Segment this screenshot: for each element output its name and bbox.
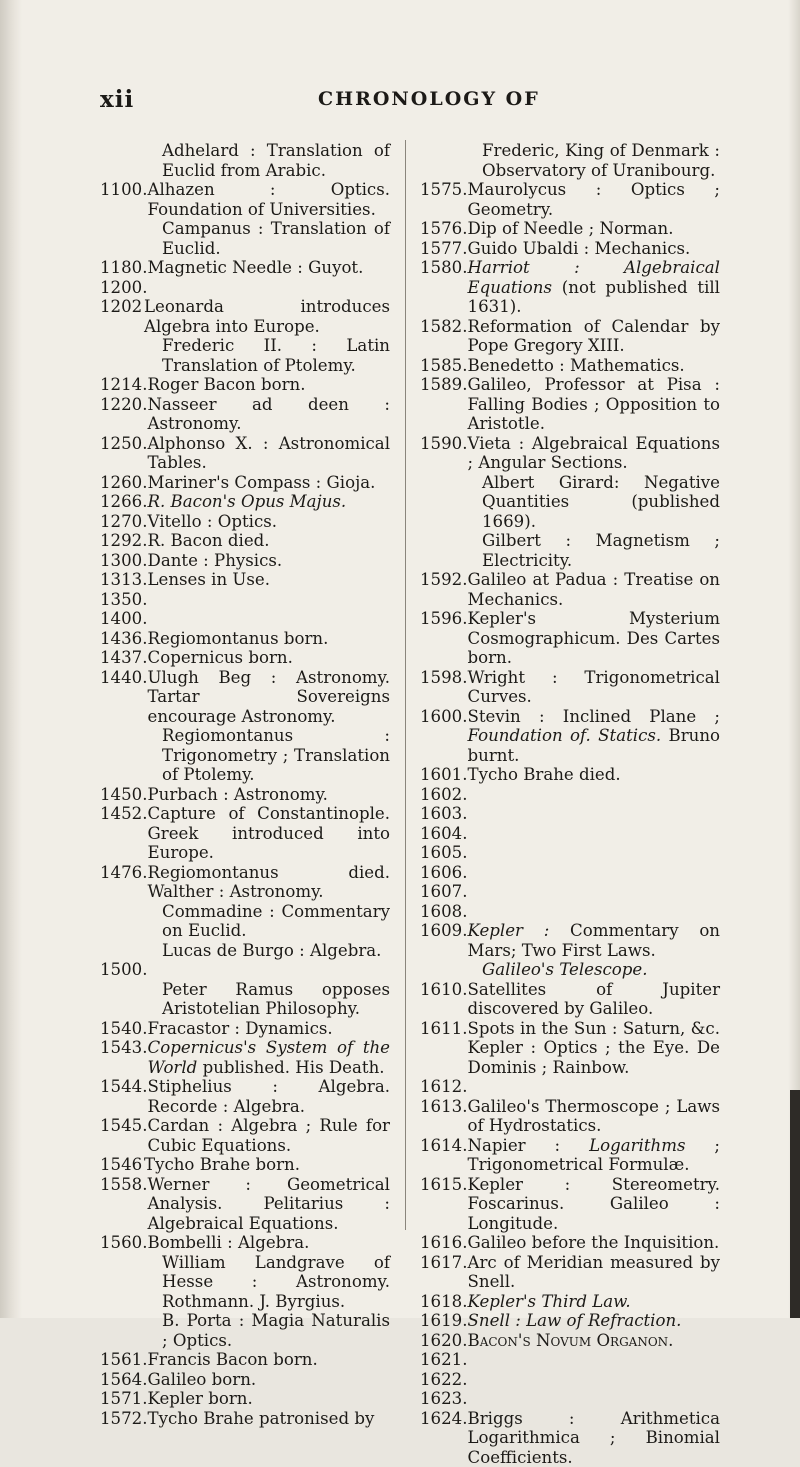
entry-text: Regiomontanus died. Walther : Astronomy. (148, 863, 390, 902)
chronology-entry (100, 1077, 390, 1116)
entry-year: 1544. (100, 1077, 148, 1116)
entry-text (148, 590, 390, 610)
running-title: CHRONOLOGY OF (318, 88, 540, 110)
chronology-entry (100, 531, 390, 551)
chronology-entry (420, 141, 720, 180)
entry-text: B. Porta : Magia Naturalis ; Optics. (162, 1311, 390, 1350)
chronology-entry (420, 1097, 720, 1136)
chronology-entry (420, 1350, 720, 1370)
entry-year: 1613. (420, 1097, 468, 1136)
entry-text: Kepler : Stereometry. Foscarinus. Galileo : Longitude. (468, 1175, 720, 1234)
entry-year: 1602. (420, 785, 468, 805)
chronology-entry (420, 882, 720, 902)
entry-year: 1589. (420, 375, 468, 434)
entry-text: Galileo born. (148, 1370, 390, 1390)
entry-year: 1200. (100, 278, 148, 298)
entry-year: 1620. (420, 1331, 468, 1351)
entry-text (148, 609, 390, 629)
entry-year (420, 473, 482, 532)
entry-text: Lenses in Use. (148, 570, 390, 590)
page-number: xii (100, 86, 134, 113)
entry-year: 1607. (420, 882, 468, 902)
chronology-entry (100, 960, 390, 980)
entry-text: Commadine : Commentary on Euclid. (162, 902, 390, 941)
entry-year: 1436. (100, 629, 148, 649)
chronology-entry (100, 1370, 390, 1390)
entry-text: Leonarda introduces Algebra into Europe. (144, 297, 390, 336)
chronology-entry (420, 1233, 720, 1253)
chronology-entry (100, 804, 390, 863)
entry-year: 1292. (100, 531, 148, 551)
entry-year: 1440. (100, 668, 148, 727)
chronology-entry (100, 1038, 390, 1077)
entry-text: Alhazen : Optics. Foundation of Universities. (148, 180, 390, 219)
entry-text: Capture of Constantinople. Greek introduced into Europe. (148, 804, 390, 863)
chronology-entry (100, 629, 390, 649)
chronology-entry (100, 180, 390, 219)
entry-text: Stiphelius : Algebra. Recorde : Algebra. (148, 1077, 390, 1116)
entry-text: Guido Ubaldi : Mechanics. (468, 239, 720, 259)
entry-year: 1180. (100, 258, 148, 278)
entry-text: Albert Girard: Negative Quantities (published 1669). (482, 473, 720, 532)
entry-year (100, 902, 162, 941)
entry-year: 1604. (420, 824, 468, 844)
entry-year (420, 531, 482, 570)
entry-year: 1601. (420, 765, 468, 785)
entry-year: 1100. (100, 180, 148, 219)
entry-text: Napier : Logarithms ; Trigonometrical Formulæ. (468, 1136, 720, 1175)
entry-text (468, 863, 720, 883)
chronology-entry (420, 1409, 720, 1467)
chronology-entry (100, 1253, 390, 1312)
entry-text: Wright : Trigonometrical Curves. (468, 668, 720, 707)
left-column (100, 141, 390, 1428)
chronology-entry (100, 726, 390, 785)
entry-year: 1400. (100, 609, 148, 629)
chronology-entry (100, 863, 390, 902)
chronology-entry (420, 863, 720, 883)
entry-text: Maurolycus : Optics ; Geometry. (468, 180, 720, 219)
chronology-entry (100, 570, 390, 590)
entry-year: 1558. (100, 1175, 148, 1234)
chronology-entry (100, 1350, 390, 1370)
entry-text: Reformation of Calendar by Pope Gregory XIII. (468, 317, 720, 356)
entry-text: R. Bacon died. (148, 531, 390, 551)
entry-text: Tycho Brahe patronised by (148, 1409, 390, 1429)
chronology-entry (100, 1409, 390, 1429)
chronology-entry (100, 434, 390, 473)
entry-text: Vieta : Algebraical Equations ; Angular Sections. (468, 434, 720, 473)
entry-year: 1450. (100, 785, 148, 805)
chronology-entry (100, 258, 390, 278)
chronology-entry (420, 960, 720, 980)
entry-text: Vitello : Optics. (148, 512, 390, 532)
chronology-entry (420, 1331, 720, 1351)
entry-text: Stevin : Inclined Plane ; Foundation of. Statics. Bruno burnt. (468, 707, 720, 766)
entry-year: 1596. (420, 609, 468, 668)
entry-text: Galileo before the Inquisition. (468, 1233, 720, 1253)
page-edge-dark (790, 1090, 800, 1318)
entry-text: Harriot : Algebraical Equations (not published till 1631). (468, 258, 720, 317)
entry-year: 1590. (420, 434, 468, 473)
entry-text: Kepler born. (148, 1389, 390, 1409)
right-column (420, 141, 720, 1467)
entry-year: 1598. (420, 668, 468, 707)
entry-year: 1576. (420, 219, 468, 239)
chronology-entry (100, 278, 390, 298)
entry-year (420, 141, 482, 180)
entry-text (148, 960, 390, 980)
binding-shadow (0, 0, 22, 1318)
entry-year: 1624. (420, 1409, 468, 1467)
entry-text: Kepler : Commentary on Mars; Two First Laws. (468, 921, 720, 960)
entry-text: Tycho Brahe died. (468, 765, 720, 785)
chronology-entry (420, 1311, 720, 1331)
entry-text: Briggs : Arithmetica Logarithmica ; Binomial Coefficients. (468, 1409, 720, 1467)
entry-year: 1592. (420, 570, 468, 609)
chronology-entry (100, 219, 390, 258)
entry-year: 1585. (420, 356, 468, 376)
entry-text: Gilbert : Magnetism ; Electricity. (482, 531, 720, 570)
entry-year: 1600. (420, 707, 468, 766)
chronology-entry (420, 1253, 720, 1292)
chronology-entry (420, 1389, 720, 1409)
entry-year: 1605. (420, 843, 468, 863)
running-header (0, 86, 800, 126)
entry-year: 1616. (420, 1233, 468, 1253)
entry-text: Alphonso X. : Astronomical Tables. (148, 434, 390, 473)
entry-text (468, 882, 720, 902)
entry-text: Galileo's Thermoscope ; Laws of Hydrostatics. (468, 1097, 720, 1136)
entry-year: 1612. (420, 1077, 468, 1097)
chronology-entry (100, 1233, 390, 1253)
entry-year: 1437. (100, 648, 148, 668)
chronology-entry (420, 1175, 720, 1234)
chronology-entry (100, 297, 390, 336)
entry-text: Adhelard : Translation of Euclid from Arabic. (162, 141, 390, 180)
entry-text: R. Bacon's Opus Majus. (148, 492, 390, 512)
chronology-entry (420, 375, 720, 434)
entry-year (420, 960, 482, 980)
entry-text: Frederic, King of Denmark : Observatory of Uranibourg. (482, 141, 720, 180)
chronology-entry (420, 921, 720, 960)
entry-year: 1618. (420, 1292, 468, 1312)
chronology-entry (420, 668, 720, 707)
entry-year: 1561. (100, 1350, 148, 1370)
entry-year: 1313. (100, 570, 148, 590)
entry-text (468, 804, 720, 824)
chronology-entry (100, 668, 390, 727)
chronology-entry (420, 473, 720, 532)
chronology-entry (420, 980, 720, 1019)
entry-text (148, 278, 390, 298)
entry-year: 1609. (420, 921, 468, 960)
chronology-entry (420, 707, 720, 766)
entry-text: Francis Bacon born. (148, 1350, 390, 1370)
entry-year: 1260. (100, 473, 148, 493)
chronology-entry (100, 941, 390, 961)
entry-year: 1603. (420, 804, 468, 824)
entry-text: Kepler's Third Law. (468, 1292, 720, 1312)
chronology-entry (420, 531, 720, 570)
entry-year: 1623. (420, 1389, 468, 1409)
entry-year (100, 1253, 162, 1312)
chronology-entry (100, 1311, 390, 1350)
chronology-entry (100, 590, 390, 610)
entry-year (100, 941, 162, 961)
entry-text: Campanus : Translation of Euclid. (162, 219, 390, 258)
entry-text: Peter Ramus opposes Aristotelian Philosophy. (162, 980, 390, 1019)
entry-text: Dante : Physics. (148, 551, 390, 571)
entry-year: 1266. (100, 492, 148, 512)
entry-text: Mariner's Compass : Gioja. (148, 473, 390, 493)
chronology-entry (100, 473, 390, 493)
entry-year (100, 980, 162, 1019)
chronology-entry (420, 1370, 720, 1390)
chronology-entry (100, 1019, 390, 1039)
entry-year: 1560. (100, 1233, 148, 1253)
entry-year: 1571. (100, 1389, 148, 1409)
entry-text (468, 785, 720, 805)
chronology-entry (420, 356, 720, 376)
entry-year: 1250. (100, 434, 148, 473)
chronology-entry (100, 1116, 390, 1155)
entry-text: Benedetto : Mathematics. (468, 356, 720, 376)
chronology-entry (100, 902, 390, 941)
entry-year: 1564. (100, 1370, 148, 1390)
entry-year: 1577. (420, 239, 468, 259)
entry-year: 1606. (420, 863, 468, 883)
entry-text: Lucas de Burgo : Algebra. (162, 941, 390, 961)
chronology-entry (420, 1292, 720, 1312)
chronology-entry (420, 609, 720, 668)
entry-year (100, 726, 162, 785)
entry-text: Frederic II. : Latin Translation of Ptolemy. (162, 336, 390, 375)
entry-text: Werner : Geometrical Analysis. Pelitarius : Algebraical Equations. (148, 1175, 390, 1234)
entry-text (468, 1077, 720, 1097)
entry-text: Galileo, Professor at Pisa : Falling Bodies ; Opposition to Aristotle. (468, 375, 720, 434)
entry-text (468, 902, 720, 922)
entry-text: Bombelli : Algebra. (148, 1233, 390, 1253)
entry-text (468, 824, 720, 844)
entry-text: Kepler's Mysterium Cosmographicum. Des Cartes born. (468, 609, 720, 668)
chronology-entry (420, 843, 720, 863)
entry-year: 1500. (100, 960, 148, 980)
entry-year: 1452. (100, 804, 148, 863)
chronology-entry (100, 551, 390, 571)
chronology-entry (100, 980, 390, 1019)
entry-text: Galileo at Padua : Treatise on Mechanics. (468, 570, 720, 609)
chronology-entry (420, 1077, 720, 1097)
chronology-entry (420, 1019, 720, 1078)
entry-year: 1621. (420, 1350, 468, 1370)
entry-year (100, 219, 162, 258)
entry-text (468, 1370, 720, 1390)
entry-text: Tycho Brahe born. (144, 1155, 390, 1175)
chronology-entry (420, 804, 720, 824)
entry-year: 1617. (420, 1253, 468, 1292)
chronology-entry (100, 1155, 390, 1175)
entry-text: Purbach : Astronomy. (148, 785, 390, 805)
entry-text: Nasseer ad deen : Astronomy. (148, 395, 390, 434)
chronology-entry (420, 258, 720, 317)
column-divider (405, 140, 406, 1230)
entry-year: 1220. (100, 395, 148, 434)
entry-year: 1582. (420, 317, 468, 356)
entry-text: Galileo's Telescope. (482, 960, 720, 980)
entry-text: Snell : Law of Refraction. (468, 1311, 720, 1331)
entry-text: Magnetic Needle : Guyot. (148, 258, 390, 278)
chronology-entry (420, 1136, 720, 1175)
entry-year: 1202 (100, 297, 144, 336)
chronology-entry (100, 609, 390, 629)
chronology-entry (100, 512, 390, 532)
entry-text: Copernicus's System of the World published. His Death. (148, 1038, 390, 1077)
entry-text: Dip of Needle ; Norman. (468, 219, 720, 239)
entry-year: 1350. (100, 590, 148, 610)
entry-year: 1270. (100, 512, 148, 532)
entry-year: 1214. (100, 375, 148, 395)
entry-year: 1545. (100, 1116, 148, 1155)
entry-year: 1476. (100, 863, 148, 902)
entry-text: Spots in the Sun : Saturn, &c. Kepler : Optics ; the Eye. De Dominis ; Rainbow. (468, 1019, 720, 1078)
entry-text: Arc of Meridian measured by Snell. (468, 1253, 720, 1292)
chronology-entry (420, 902, 720, 922)
entry-year: 1614. (420, 1136, 468, 1175)
chronology-entry (420, 785, 720, 805)
entry-year (100, 336, 162, 375)
chronology-entry (420, 765, 720, 785)
entry-year: 1575. (420, 180, 468, 219)
chronology-entry (100, 785, 390, 805)
entry-year: 1615. (420, 1175, 468, 1234)
entry-year: 1622. (420, 1370, 468, 1390)
entry-year: 1572. (100, 1409, 148, 1429)
entry-text: William Landgrave of Hesse : Astronomy. Rothmann. J. Byrgius. (162, 1253, 390, 1312)
entry-text: Bacon's Novum Organon. (468, 1331, 720, 1351)
entry-text (468, 1350, 720, 1370)
chronology-entry (100, 395, 390, 434)
entry-text: Cardan : Algebra ; Rule for Cubic Equations. (148, 1116, 390, 1155)
chronology-entry (100, 1175, 390, 1234)
chronology-entry (420, 317, 720, 356)
chronology-entry (420, 219, 720, 239)
chronology-entry (100, 375, 390, 395)
chronology-entry (420, 434, 720, 473)
entry-year (100, 141, 162, 180)
entry-text (468, 843, 720, 863)
entry-text: Regiomontanus : Trigonometry ; Translation of Ptolemy. (162, 726, 390, 785)
entry-year: 1608. (420, 902, 468, 922)
entry-year: 1619. (420, 1311, 468, 1331)
chronology-entry (420, 180, 720, 219)
entry-year: 1611. (420, 1019, 468, 1078)
entry-year: 1300. (100, 551, 148, 571)
chronology-entry (100, 648, 390, 668)
chronology-entry (100, 141, 390, 180)
chronology-entry (100, 336, 390, 375)
chronology-entry (420, 824, 720, 844)
entry-year: 1580. (420, 258, 468, 317)
entry-year: 1540. (100, 1019, 148, 1039)
chronology-entry (420, 570, 720, 609)
entry-text: Regiomontanus born. (148, 629, 390, 649)
entry-year: 1546 (100, 1155, 144, 1175)
entry-year: 1543. (100, 1038, 148, 1077)
chronology-entry (100, 492, 390, 512)
entry-text: Ulugh Beg : Astronomy. Tartar Sovereigns encourage Astronomy. (148, 668, 390, 727)
entry-text: Fracastor : Dynamics. (148, 1019, 390, 1039)
chronology-entry (420, 239, 720, 259)
entry-text (468, 1389, 720, 1409)
chronology-entry (100, 1389, 390, 1409)
entry-text: Roger Bacon born. (148, 375, 390, 395)
entry-text: Copernicus born. (148, 648, 390, 668)
entry-text: Satellites of Jupiter discovered by Galileo. (468, 980, 720, 1019)
entry-year (100, 1311, 162, 1350)
entry-year: 1610. (420, 980, 468, 1019)
